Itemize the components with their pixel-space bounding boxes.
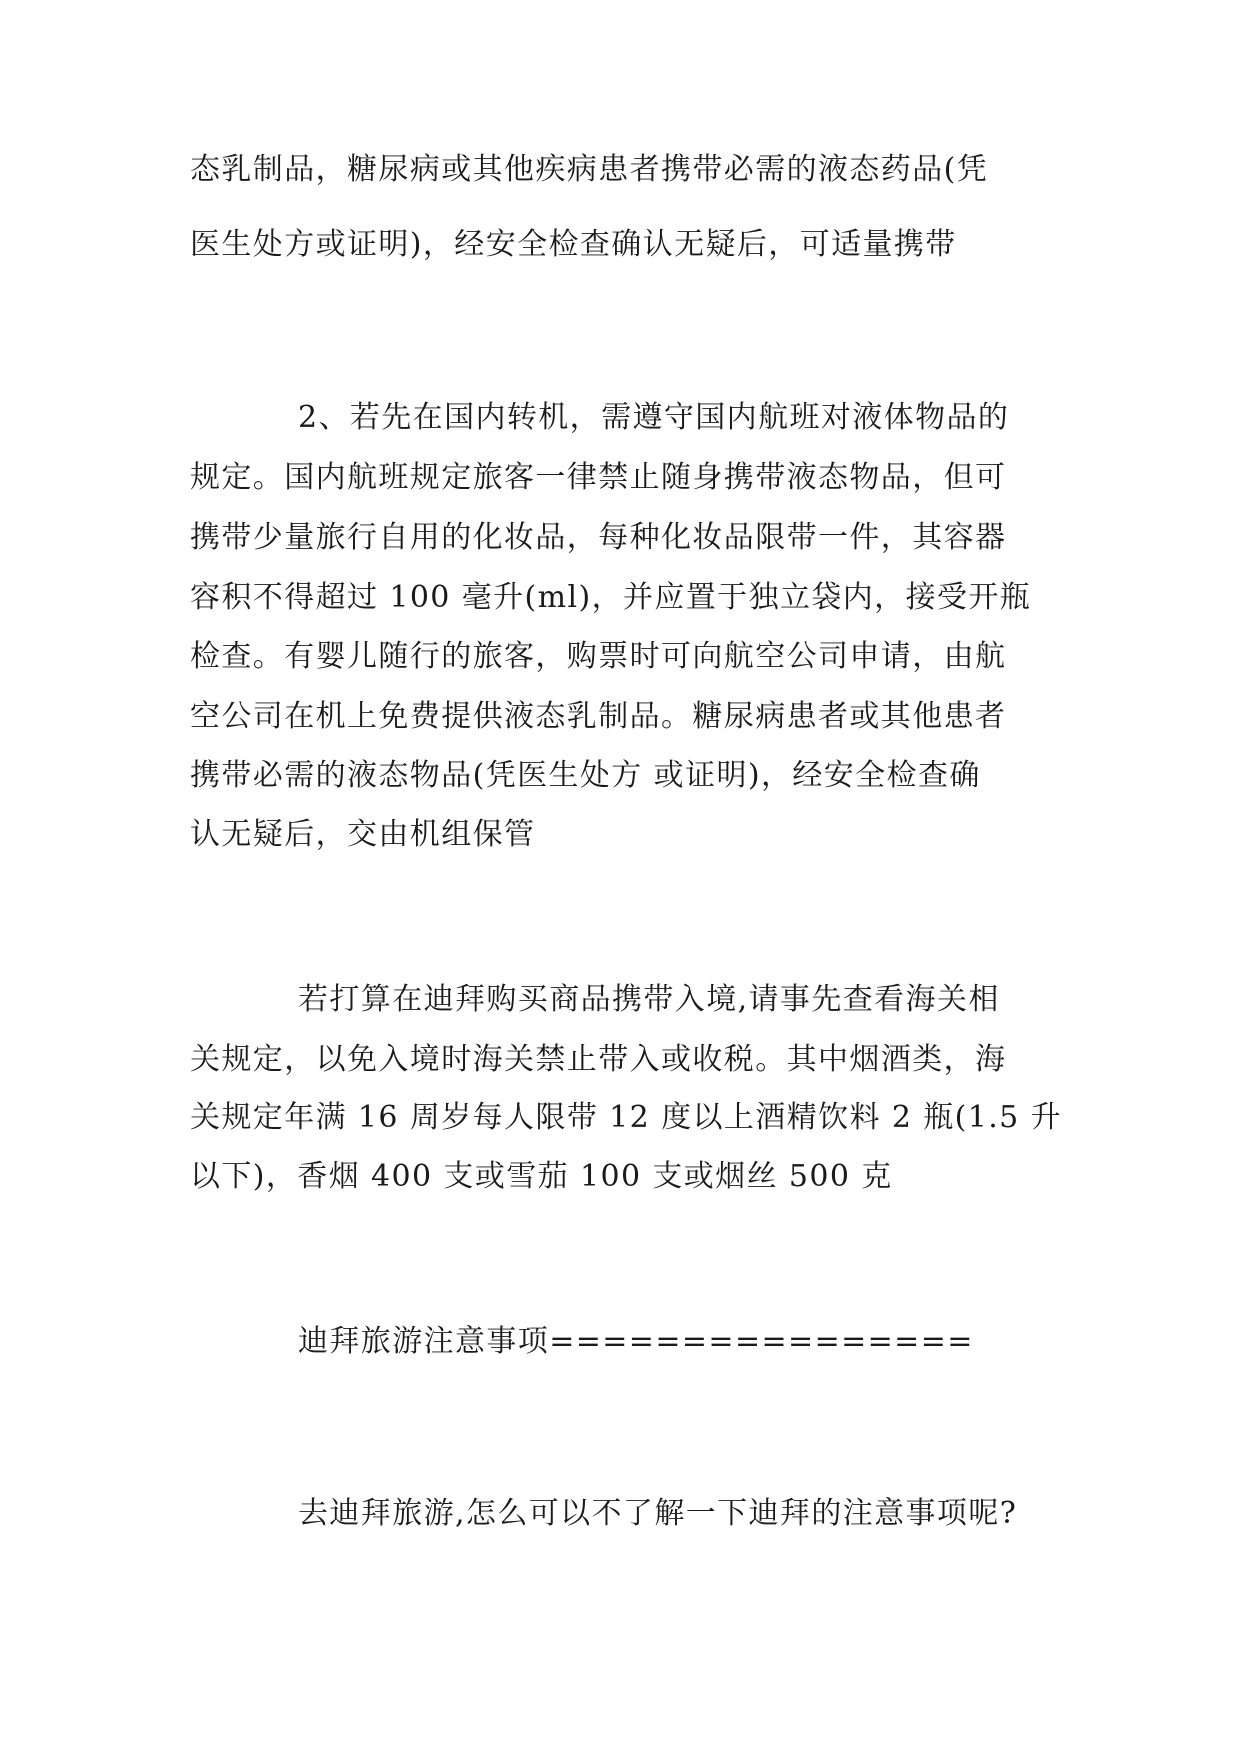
paragraph-4-line-1: 去迪拜旅游,怎么可以不了解一下迪拜的注意事项呢? — [298, 1496, 1018, 1531]
paragraph-2-line-2: 规定。国内航班规定旅客一律禁止随身携带液态物品，但可 — [190, 460, 1007, 495]
section-heading: 迪拜旅游注意事项================ — [298, 1324, 974, 1359]
paragraph-3-line-1: 若打算在迪拜购买商品携带入境,请事先查看海关相 — [298, 982, 1000, 1017]
paragraph-3-line-4: 以下)，香烟 400 支或雪茄 100 支或烟丝 500 克 — [190, 1159, 893, 1194]
paragraph-1-line-1: 态乳制品，糖尿病或其他疾病患者携带必需的液态药品(凭 — [190, 152, 989, 187]
paragraph-1-line-2: 医生处方或证明)，经安全检查确认无疑后，可适量携带 — [190, 227, 957, 262]
paragraph-2-line-5: 检查。有婴儿随行的旅客，购票时可向航空公司申请，由航 — [190, 639, 1007, 674]
paragraph-2-line-3: 携带少量旅行自用的化妆品，每种化妆品限带一件，其容器 — [190, 520, 1007, 555]
paragraph-2-line-7: 携带必需的液态物品(凭医生处方 或证明)，经安全检查确 — [190, 758, 981, 793]
paragraph-3-line-2: 关规定，以免入境时海关禁止带入或收税。其中烟酒类，海 — [190, 1042, 1007, 1077]
paragraph-2-line-4: 容积不得超过 100 毫升(ml)，并应置于独立袋内，接受开瓶 — [190, 580, 1032, 615]
paragraph-2-line-1: 2、若先在国内转机，需遵守国内航班对液体物品的 — [298, 400, 1010, 435]
paragraph-2-line-8: 认无疑后，交由机组保管 — [190, 817, 536, 852]
paragraph-3-line-3: 关规定年满 16 周岁每人限带 12 度以上酒精饮料 2 瓶(1.5 升 — [190, 1100, 1063, 1135]
paragraph-2-line-6: 空公司在机上免费提供液态乳制品。糖尿病患者或其他患者 — [190, 699, 1007, 734]
